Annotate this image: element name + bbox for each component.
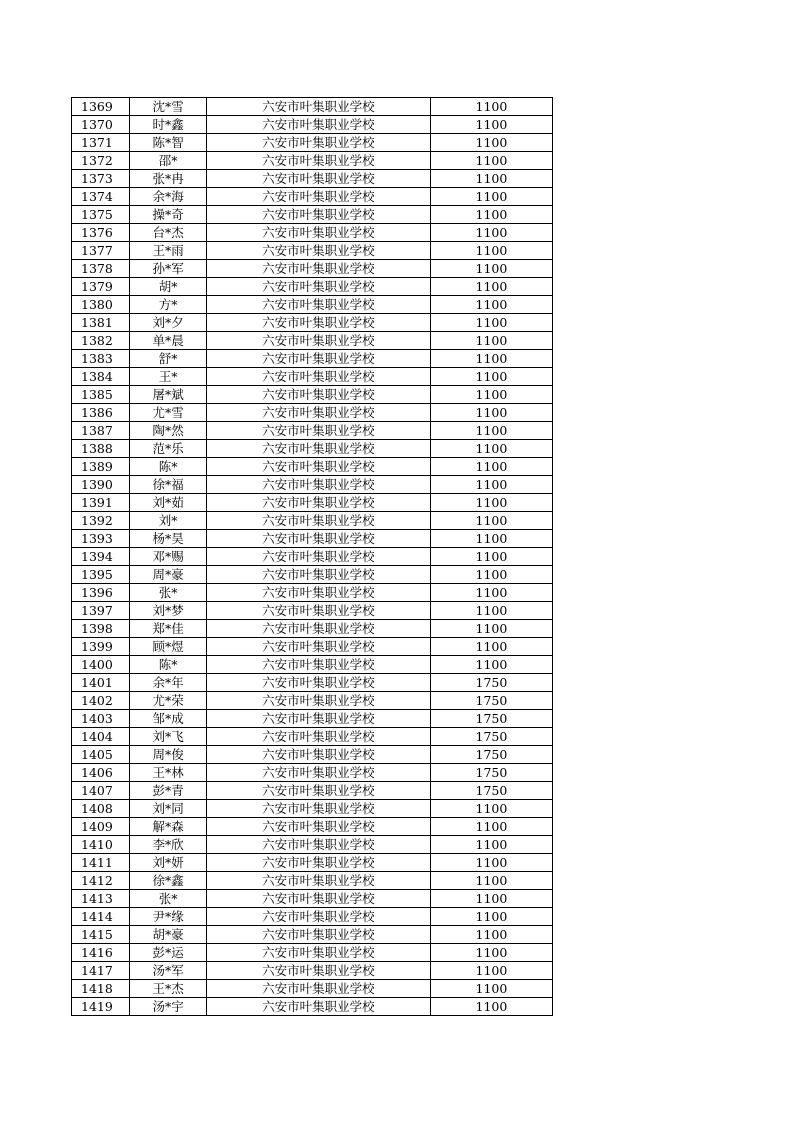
table-row <box>72 350 553 368</box>
serial-number-cell: 1391 <box>72 494 130 512</box>
amount-cell: 1100 <box>430 242 552 260</box>
serial-number-cell: 1381 <box>72 314 130 332</box>
student-name-cell: 胡*豪 <box>130 926 206 944</box>
table-row <box>72 332 553 350</box>
serial-number-cell: 1375 <box>72 206 130 224</box>
amount-cell: 1100 <box>430 368 552 386</box>
school-name-cell: 六安市叶集职业学校 <box>206 134 430 152</box>
table-row <box>72 836 553 854</box>
serial-number-cell: 1403 <box>72 710 130 728</box>
school-name-cell: 六安市叶集职业学校 <box>206 746 430 764</box>
student-name-cell: 杨*昊 <box>130 530 206 548</box>
amount-cell: 1100 <box>430 908 552 926</box>
table-row <box>72 980 553 998</box>
student-name-cell: 张* <box>130 584 206 602</box>
school-name-cell: 六安市叶集职业学校 <box>206 512 430 530</box>
school-name-cell: 六安市叶集职业学校 <box>206 188 430 206</box>
student-name-cell: 余*年 <box>130 674 206 692</box>
serial-number-cell: 1389 <box>72 458 130 476</box>
amount-cell: 1100 <box>430 260 552 278</box>
school-name-cell: 六安市叶集职业学校 <box>206 908 430 926</box>
serial-number-cell: 1373 <box>72 170 130 188</box>
school-name-cell: 六安市叶集职业学校 <box>206 854 430 872</box>
school-name-cell: 六安市叶集职业学校 <box>206 242 430 260</box>
amount-cell: 1100 <box>430 980 552 998</box>
table-row <box>72 800 553 818</box>
student-name-cell: 汤*军 <box>130 962 206 980</box>
table-row <box>72 692 553 710</box>
school-name-cell: 六安市叶集职业学校 <box>206 728 430 746</box>
table-row <box>72 620 553 638</box>
serial-number-cell: 1418 <box>72 980 130 998</box>
school-name-cell: 六安市叶集职业学校 <box>206 836 430 854</box>
table-body <box>72 98 553 1016</box>
school-name-cell: 六安市叶集职业学校 <box>206 980 430 998</box>
school-name-cell: 六安市叶集职业学校 <box>206 368 430 386</box>
student-name-cell: 尤*雪 <box>130 404 206 422</box>
serial-number-cell: 1404 <box>72 728 130 746</box>
serial-number-cell: 1412 <box>72 872 130 890</box>
amount-cell: 1100 <box>430 926 552 944</box>
amount-cell: 1750 <box>430 764 552 782</box>
table-row <box>72 962 553 980</box>
amount-cell: 1100 <box>430 638 552 656</box>
student-name-cell: 刘*妍 <box>130 854 206 872</box>
serial-number-cell: 1376 <box>72 224 130 242</box>
student-name-cell: 周*俊 <box>130 746 206 764</box>
amount-cell: 1100 <box>430 440 552 458</box>
school-name-cell: 六安市叶集职业学校 <box>206 458 430 476</box>
student-name-cell: 李*欣 <box>130 836 206 854</box>
amount-cell: 1100 <box>430 152 552 170</box>
amount-cell: 1100 <box>430 602 552 620</box>
student-name-cell: 舒* <box>130 350 206 368</box>
table-row <box>72 908 553 926</box>
school-name-cell: 六安市叶集职业学校 <box>206 422 430 440</box>
table-row <box>72 674 553 692</box>
student-name-cell: 徐*鑫 <box>130 872 206 890</box>
table-row <box>72 314 553 332</box>
table-row <box>72 98 553 116</box>
table-row <box>72 530 553 548</box>
table-row <box>72 188 553 206</box>
school-name-cell: 六安市叶集职业学校 <box>206 998 430 1016</box>
school-name-cell: 六安市叶集职业学校 <box>206 890 430 908</box>
table-row <box>72 854 553 872</box>
amount-cell: 1100 <box>430 998 552 1016</box>
serial-number-cell: 1398 <box>72 620 130 638</box>
amount-cell: 1100 <box>430 836 552 854</box>
amount-cell: 1100 <box>430 170 552 188</box>
amount-cell: 1750 <box>430 692 552 710</box>
amount-cell: 1100 <box>430 350 552 368</box>
student-name-cell: 尤*荣 <box>130 692 206 710</box>
amount-cell: 1100 <box>430 944 552 962</box>
table-row <box>72 404 553 422</box>
serial-number-cell: 1384 <box>72 368 130 386</box>
school-name-cell: 六安市叶集职业学校 <box>206 872 430 890</box>
school-name-cell: 六安市叶集职业学校 <box>206 548 430 566</box>
serial-number-cell: 1372 <box>72 152 130 170</box>
student-name-cell: 屠*斌 <box>130 386 206 404</box>
school-name-cell: 六安市叶集职业学校 <box>206 782 430 800</box>
school-name-cell: 六安市叶集职业学校 <box>206 260 430 278</box>
amount-cell: 1750 <box>430 782 552 800</box>
table-row <box>72 890 553 908</box>
amount-cell: 1100 <box>430 530 552 548</box>
school-name-cell: 六安市叶集职业学校 <box>206 674 430 692</box>
serial-number-cell: 1419 <box>72 998 130 1016</box>
school-name-cell: 六安市叶集职业学校 <box>206 494 430 512</box>
amount-cell: 1100 <box>430 512 552 530</box>
table-row <box>72 602 553 620</box>
student-name-cell: 顾*煜 <box>130 638 206 656</box>
school-name-cell: 六安市叶集职业学校 <box>206 764 430 782</box>
table-row <box>72 710 553 728</box>
serial-number-cell: 1407 <box>72 782 130 800</box>
school-name-cell: 六安市叶集职业学校 <box>206 476 430 494</box>
amount-cell: 1100 <box>430 890 552 908</box>
serial-number-cell: 1394 <box>72 548 130 566</box>
school-name-cell: 六安市叶集职业学校 <box>206 818 430 836</box>
school-name-cell: 六安市叶集职业学校 <box>206 656 430 674</box>
amount-cell: 1100 <box>430 620 552 638</box>
serial-number-cell: 1388 <box>72 440 130 458</box>
student-name-cell: 王*雨 <box>130 242 206 260</box>
table-row <box>72 386 553 404</box>
serial-number-cell: 1382 <box>72 332 130 350</box>
student-name-cell: 沈*雪 <box>130 98 206 116</box>
subsidy-table <box>71 97 553 1016</box>
table-row <box>72 368 553 386</box>
school-name-cell: 六安市叶集职业学校 <box>206 350 430 368</box>
table-row <box>72 998 553 1016</box>
serial-number-cell: 1374 <box>72 188 130 206</box>
school-name-cell: 六安市叶集职业学校 <box>206 926 430 944</box>
school-name-cell: 六安市叶集职业学校 <box>206 116 430 134</box>
amount-cell: 1100 <box>430 800 552 818</box>
school-name-cell: 六安市叶集职业学校 <box>206 386 430 404</box>
student-name-cell: 方* <box>130 296 206 314</box>
table-row <box>72 872 553 890</box>
student-name-cell: 张* <box>130 890 206 908</box>
serial-number-cell: 1409 <box>72 818 130 836</box>
school-name-cell: 六安市叶集职业学校 <box>206 440 430 458</box>
school-name-cell: 六安市叶集职业学校 <box>206 296 430 314</box>
school-name-cell: 六安市叶集职业学校 <box>206 602 430 620</box>
serial-number-cell: 1386 <box>72 404 130 422</box>
serial-number-cell: 1371 <box>72 134 130 152</box>
student-name-cell: 单*晨 <box>130 332 206 350</box>
serial-number-cell: 1399 <box>72 638 130 656</box>
serial-number-cell: 1406 <box>72 764 130 782</box>
student-name-cell: 王*林 <box>130 764 206 782</box>
student-name-cell: 刘*梦 <box>130 602 206 620</box>
student-name-cell: 彭*运 <box>130 944 206 962</box>
school-name-cell: 六安市叶集职业学校 <box>206 962 430 980</box>
amount-cell: 1100 <box>430 854 552 872</box>
amount-cell: 1100 <box>430 548 552 566</box>
amount-cell: 1100 <box>430 494 552 512</box>
student-name-cell: 陈* <box>130 458 206 476</box>
student-name-cell: 徐*福 <box>130 476 206 494</box>
amount-cell: 1100 <box>430 422 552 440</box>
school-name-cell: 六安市叶集职业学校 <box>206 584 430 602</box>
table-row <box>72 746 553 764</box>
student-name-cell: 刘*夕 <box>130 314 206 332</box>
table-row <box>72 476 553 494</box>
school-name-cell: 六安市叶集职业学校 <box>206 278 430 296</box>
student-name-cell: 周*豪 <box>130 566 206 584</box>
student-name-cell: 胡* <box>130 278 206 296</box>
school-name-cell: 六安市叶集职业学校 <box>206 170 430 188</box>
school-name-cell: 六安市叶集职业学校 <box>206 944 430 962</box>
serial-number-cell: 1396 <box>72 584 130 602</box>
serial-number-cell: 1380 <box>72 296 130 314</box>
serial-number-cell: 1390 <box>72 476 130 494</box>
serial-number-cell: 1397 <box>72 602 130 620</box>
student-name-cell: 王* <box>130 368 206 386</box>
school-name-cell: 六安市叶集职业学校 <box>206 620 430 638</box>
serial-number-cell: 1377 <box>72 242 130 260</box>
school-name-cell: 六安市叶集职业学校 <box>206 404 430 422</box>
table-row <box>72 926 553 944</box>
table-row <box>72 440 553 458</box>
student-name-cell: 王*杰 <box>130 980 206 998</box>
serial-number-cell: 1402 <box>72 692 130 710</box>
serial-number-cell: 1410 <box>72 836 130 854</box>
student-name-cell: 孙*军 <box>130 260 206 278</box>
student-name-cell: 刘*飞 <box>130 728 206 746</box>
student-name-cell: 范*乐 <box>130 440 206 458</box>
table-row <box>72 206 553 224</box>
student-name-cell: 操*奇 <box>130 206 206 224</box>
table-row <box>72 728 553 746</box>
student-name-cell: 邹*成 <box>130 710 206 728</box>
amount-cell: 1100 <box>430 818 552 836</box>
table-row <box>72 548 553 566</box>
amount-cell: 1100 <box>430 278 552 296</box>
table-row <box>72 134 553 152</box>
table-row <box>72 422 553 440</box>
table-row <box>72 764 553 782</box>
student-name-cell: 刘*茹 <box>130 494 206 512</box>
student-name-cell: 解*森 <box>130 818 206 836</box>
amount-cell: 1100 <box>430 584 552 602</box>
table-row <box>72 944 553 962</box>
table-row <box>72 260 553 278</box>
student-name-cell: 台*杰 <box>130 224 206 242</box>
school-name-cell: 六安市叶集职业学校 <box>206 206 430 224</box>
amount-cell: 1750 <box>430 728 552 746</box>
serial-number-cell: 1405 <box>72 746 130 764</box>
student-name-cell: 时*鑫 <box>130 116 206 134</box>
amount-cell: 1100 <box>430 458 552 476</box>
table-row <box>72 458 553 476</box>
serial-number-cell: 1393 <box>72 530 130 548</box>
amount-cell: 1100 <box>430 962 552 980</box>
school-name-cell: 六安市叶集职业学校 <box>206 152 430 170</box>
student-name-cell: 汤*宇 <box>130 998 206 1016</box>
amount-cell: 1100 <box>430 206 552 224</box>
student-name-cell: 陈*智 <box>130 134 206 152</box>
student-name-cell: 陶*然 <box>130 422 206 440</box>
table-row <box>72 818 553 836</box>
serial-number-cell: 1400 <box>72 656 130 674</box>
amount-cell: 1100 <box>430 116 552 134</box>
table-row <box>72 782 553 800</box>
serial-number-cell: 1395 <box>72 566 130 584</box>
school-name-cell: 六安市叶集职业学校 <box>206 638 430 656</box>
serial-number-cell: 1408 <box>72 800 130 818</box>
amount-cell: 1100 <box>430 314 552 332</box>
table-row <box>72 152 553 170</box>
amount-cell: 1100 <box>430 188 552 206</box>
serial-number-cell: 1416 <box>72 944 130 962</box>
serial-number-cell: 1414 <box>72 908 130 926</box>
serial-number-cell: 1413 <box>72 890 130 908</box>
table-row <box>72 584 553 602</box>
student-name-cell: 尹*缘 <box>130 908 206 926</box>
student-name-cell: 郑*佳 <box>130 620 206 638</box>
table-row <box>72 278 553 296</box>
student-name-cell: 彭*青 <box>130 782 206 800</box>
school-name-cell: 六安市叶集职业学校 <box>206 692 430 710</box>
amount-cell: 1100 <box>430 656 552 674</box>
serial-number-cell: 1385 <box>72 386 130 404</box>
serial-number-cell: 1370 <box>72 116 130 134</box>
school-name-cell: 六安市叶集职业学校 <box>206 566 430 584</box>
serial-number-cell: 1383 <box>72 350 130 368</box>
serial-number-cell: 1369 <box>72 98 130 116</box>
student-name-cell: 邵* <box>130 152 206 170</box>
amount-cell: 1100 <box>430 476 552 494</box>
student-name-cell: 邓*赐 <box>130 548 206 566</box>
serial-number-cell: 1417 <box>72 962 130 980</box>
amount-cell: 1100 <box>430 566 552 584</box>
amount-cell: 1100 <box>430 332 552 350</box>
table-row <box>72 494 553 512</box>
student-name-cell: 刘*同 <box>130 800 206 818</box>
amount-cell: 1100 <box>430 404 552 422</box>
serial-number-cell: 1401 <box>72 674 130 692</box>
serial-number-cell: 1415 <box>72 926 130 944</box>
amount-cell: 1100 <box>430 872 552 890</box>
amount-cell: 1750 <box>430 746 552 764</box>
amount-cell: 1100 <box>430 134 552 152</box>
table-row <box>72 242 553 260</box>
school-name-cell: 六安市叶集职业学校 <box>206 224 430 242</box>
school-name-cell: 六安市叶集职业学校 <box>206 800 430 818</box>
student-name-cell: 刘* <box>130 512 206 530</box>
serial-number-cell: 1378 <box>72 260 130 278</box>
amount-cell: 1100 <box>430 386 552 404</box>
amount-cell: 1750 <box>430 710 552 728</box>
serial-number-cell: 1379 <box>72 278 130 296</box>
amount-cell: 1100 <box>430 224 552 242</box>
table-row <box>72 638 553 656</box>
table-row <box>72 116 553 134</box>
school-name-cell: 六安市叶集职业学校 <box>206 710 430 728</box>
student-name-cell: 余*海 <box>130 188 206 206</box>
amount-cell: 1100 <box>430 98 552 116</box>
table-row <box>72 566 553 584</box>
table-row <box>72 170 553 188</box>
serial-number-cell: 1392 <box>72 512 130 530</box>
table-row <box>72 296 553 314</box>
table-row <box>72 512 553 530</box>
amount-cell: 1750 <box>430 674 552 692</box>
table-row <box>72 224 553 242</box>
school-name-cell: 六安市叶集职业学校 <box>206 98 430 116</box>
amount-cell: 1100 <box>430 296 552 314</box>
school-name-cell: 六安市叶集职业学校 <box>206 332 430 350</box>
table-row <box>72 656 553 674</box>
serial-number-cell: 1387 <box>72 422 130 440</box>
student-name-cell: 陈* <box>130 656 206 674</box>
student-name-cell: 张*冉 <box>130 170 206 188</box>
school-name-cell: 六安市叶集职业学校 <box>206 314 430 332</box>
school-name-cell: 六安市叶集职业学校 <box>206 530 430 548</box>
serial-number-cell: 1411 <box>72 854 130 872</box>
